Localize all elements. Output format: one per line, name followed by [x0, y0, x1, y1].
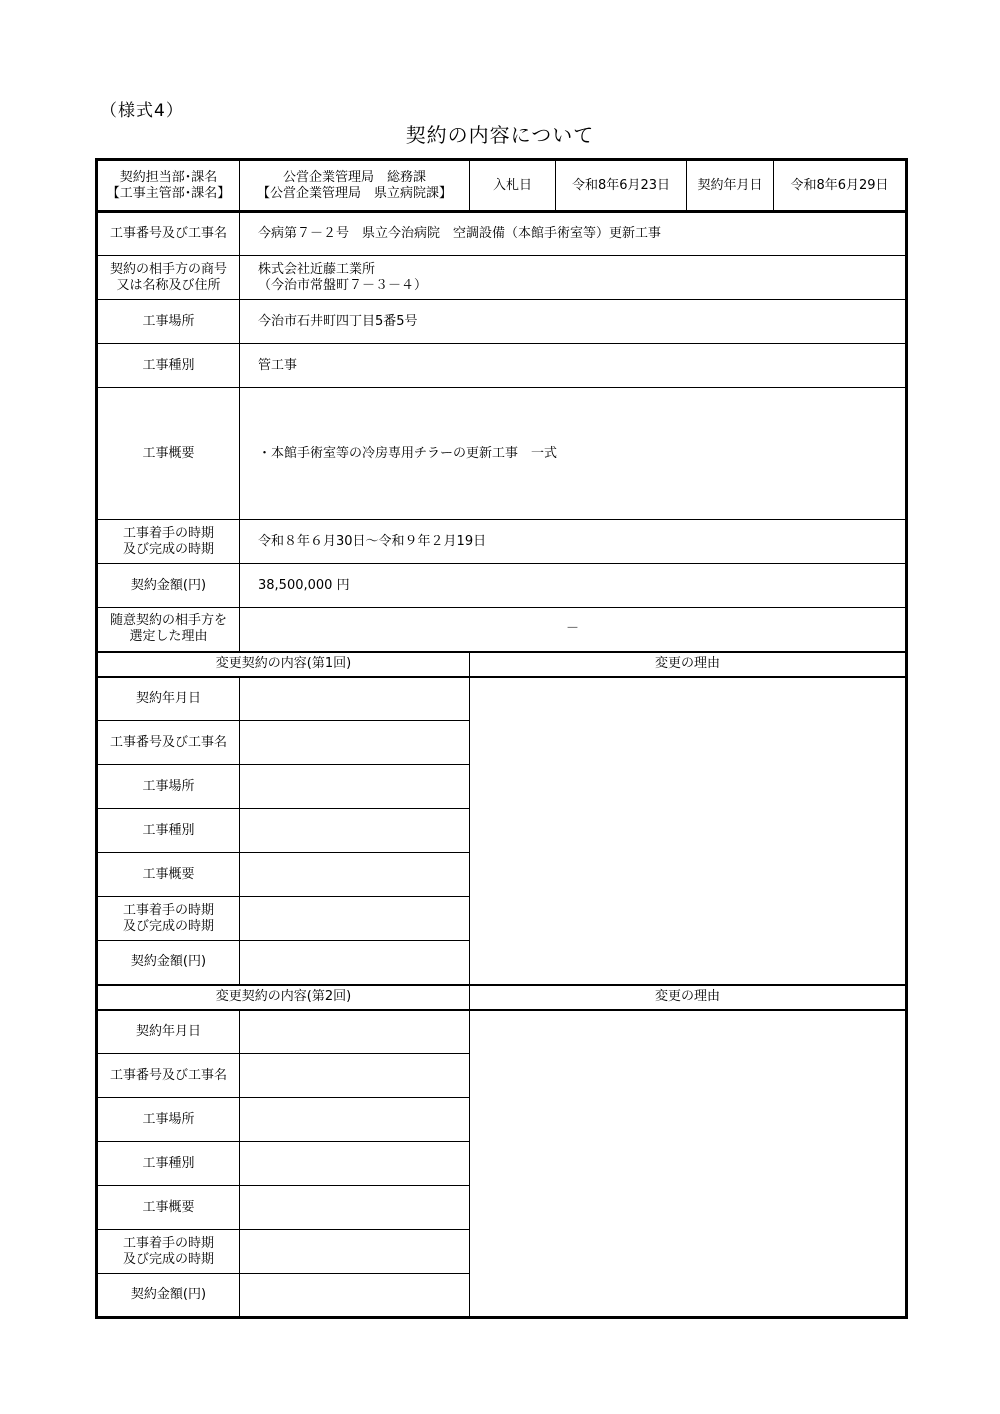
- change-1-location-label: 工事場所: [97, 765, 240, 809]
- type-row: [97, 344, 907, 388]
- reason-value: －: [240, 608, 907, 652]
- change-1-summary-label: 工事概要: [97, 853, 240, 897]
- change-2-work-name-label: 工事番号及び工事名: [97, 1054, 240, 1098]
- change-2-work-name-value: [240, 1054, 470, 1098]
- change-1-section-title: 変更契約の内容(第1回): [97, 652, 470, 677]
- work-name-value: 今病第７－２号 県立今治病院 空調設備（本館手術室等）更新工事: [240, 212, 907, 256]
- work-name-label: 工事番号及び工事名: [97, 212, 240, 256]
- period-value: 令和８年６月30日～令和９年２月19日: [240, 520, 907, 564]
- bid-date-label: 入札日: [470, 160, 556, 212]
- change-1-period-label: 工事着手の時期 及び完成の時期: [97, 897, 240, 941]
- location-value: 今治市石井町四丁目5番5号: [240, 300, 907, 344]
- contract-table: [95, 158, 908, 1319]
- form-number: （様式4）: [100, 101, 184, 121]
- change-1-reason-title: 変更の理由: [470, 652, 907, 677]
- dept-value: 公営企業管理局 総務課 【公営企業管理局 県立病院課】: [240, 160, 470, 212]
- type-value: 管工事: [240, 344, 907, 388]
- contract-date-value: 令和8年6月29日: [774, 160, 907, 212]
- contract-date-label: 契約年月日: [687, 160, 774, 212]
- period-row: [97, 520, 907, 564]
- change-2-summary-value: [240, 1186, 470, 1230]
- location-label: 工事場所: [97, 300, 240, 344]
- change-1-reason-value: [470, 677, 907, 985]
- work-name-row: [97, 212, 907, 256]
- change-2-section-title: 変更契約の内容(第2回): [97, 985, 470, 1010]
- summary-value: ・本館手術室等の冷房専用チラーの更新工事 一式: [240, 388, 907, 520]
- change-2-location-label: 工事場所: [97, 1098, 240, 1142]
- summary-row: [97, 388, 907, 520]
- amount-value: 38,500,000 円: [240, 564, 907, 608]
- change-1-amount-label: 契約金額(円): [97, 941, 240, 985]
- change-1-type-label: 工事種別: [97, 809, 240, 853]
- change-2-period-label: 工事着手の時期 及び完成の時期: [97, 1230, 240, 1274]
- change-1-contract-date-label: 契約年月日: [97, 677, 240, 721]
- change-2-contract-date-value: [240, 1010, 470, 1054]
- type-label: 工事種別: [97, 344, 240, 388]
- change-1-period-value: [240, 897, 470, 941]
- reason-label: 随意契約の相手方を 選定した理由: [97, 608, 240, 652]
- top-row: [97, 160, 907, 212]
- change-2-summary-label: 工事概要: [97, 1186, 240, 1230]
- change-2-header-row: [97, 985, 907, 1010]
- change-1-type-value: [240, 809, 470, 853]
- summary-label: 工事概要: [97, 388, 240, 520]
- contractor-value: 株式会社近藤工業所 （今治市常盤町７－３－４）: [240, 256, 907, 300]
- change-2-reason-value: [470, 1010, 907, 1318]
- change-1-work-name-label: 工事番号及び工事名: [97, 721, 240, 765]
- change-2-period-value: [240, 1230, 470, 1274]
- dept-label: 契約担当部･課名 【工事主管部･課名】: [97, 160, 240, 212]
- amount-label: 契約金額(円): [97, 564, 240, 608]
- change-2-amount-label: 契約金額(円): [97, 1274, 240, 1318]
- change-2-reason-title: 変更の理由: [470, 985, 907, 1010]
- change-1-work-name-value: [240, 721, 470, 765]
- document-title: 契約の内容について: [405, 123, 595, 147]
- change-1-summary-value: [240, 853, 470, 897]
- bid-date-value: 令和8年6月23日: [556, 160, 687, 212]
- change-2-amount-value: [240, 1274, 470, 1318]
- change-1-row: [97, 677, 907, 721]
- change-2-type-label: 工事種別: [97, 1142, 240, 1186]
- contractor-row: [97, 256, 907, 300]
- change-2-contract-date-label: 契約年月日: [97, 1010, 240, 1054]
- change-1-header-row: [97, 652, 907, 677]
- period-label: 工事着手の時期 及び完成の時期: [97, 520, 240, 564]
- location-row: [97, 300, 907, 344]
- change-1-contract-date-value: [240, 677, 470, 721]
- change-1-location-value: [240, 765, 470, 809]
- change-2-type-value: [240, 1142, 470, 1186]
- change-2-location-value: [240, 1098, 470, 1142]
- change-1-amount-value: [240, 941, 470, 985]
- change-2-row: [97, 1010, 907, 1054]
- reason-row: [97, 608, 907, 652]
- contractor-label: 契約の相手方の商号 又は名称及び住所: [97, 256, 240, 300]
- amount-row: [97, 564, 907, 608]
